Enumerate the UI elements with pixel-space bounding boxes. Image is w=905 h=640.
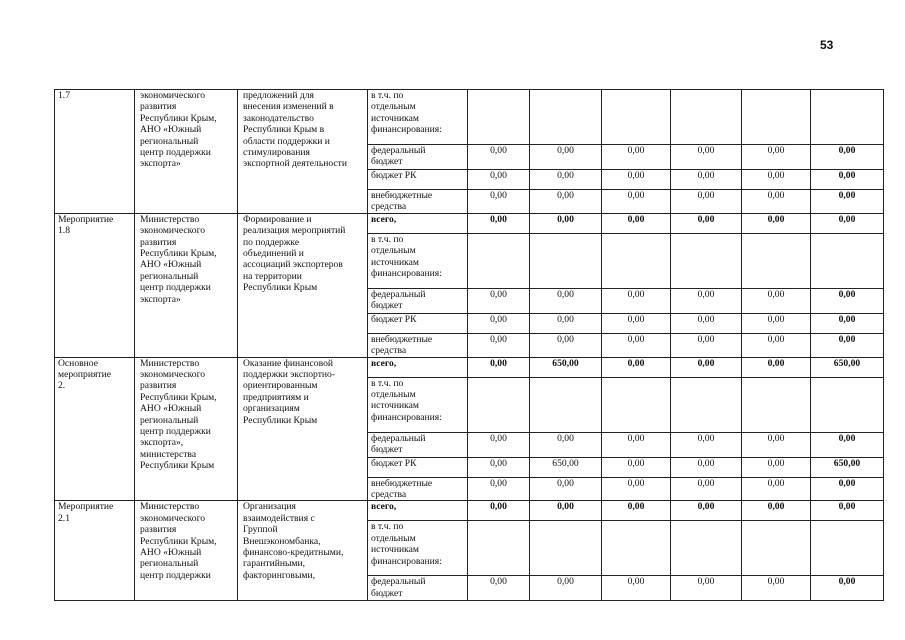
value-cell: 0,00 — [530, 213, 602, 233]
value-cell: 0,00 — [602, 457, 671, 477]
value-cell: 0,00 — [811, 145, 884, 170]
value-cell: 0,00 — [530, 145, 602, 170]
value-cell: 0,00 — [742, 190, 811, 214]
value-cell: 0,00 — [468, 313, 530, 333]
value-cell — [811, 90, 884, 145]
value-cell — [811, 377, 884, 432]
block-col2: Министерство экономического развития Республики Крым, АНО «Южный региональный центр поддержки экспорта» — [135, 213, 238, 357]
value-cell — [468, 521, 530, 576]
value-cell — [811, 233, 884, 288]
value-cell — [602, 233, 671, 288]
value-cell — [468, 90, 530, 145]
table-row — [55, 213, 884, 233]
value-cell: 0,00 — [602, 288, 671, 313]
value-cell: 0,00 — [671, 313, 742, 333]
value-cell: 0,00 — [671, 190, 742, 214]
value-cell: 0,00 — [671, 288, 742, 313]
source-label: в т.ч. по отдельным источникам финансирования: — [368, 377, 468, 432]
source-label: федеральный бюджет — [368, 145, 468, 170]
value-cell — [742, 90, 811, 145]
source-label: внебюджетные средства — [368, 333, 468, 357]
source-label: бюджет РК — [368, 457, 468, 477]
block-col1: Мероприятие 2.1 — [55, 501, 135, 601]
value-cell — [530, 90, 602, 145]
value-cell: 0,00 — [602, 213, 671, 233]
value-cell: 0,00 — [530, 313, 602, 333]
value-cell — [671, 233, 742, 288]
source-label: бюджет РК — [368, 170, 468, 190]
table-row — [55, 501, 884, 521]
value-cell: 0,00 — [742, 457, 811, 477]
value-cell: 0,00 — [468, 357, 530, 377]
value-cell: 0,00 — [468, 145, 530, 170]
value-cell — [530, 377, 602, 432]
source-label: в т.ч. по отдельным источникам финансирования: — [368, 521, 468, 576]
value-cell: 0,00 — [671, 501, 742, 521]
table-row — [55, 357, 884, 377]
value-cell: 0,00 — [530, 432, 602, 457]
value-cell: 0,00 — [602, 145, 671, 170]
value-cell: 0,00 — [468, 501, 530, 521]
value-cell: 0,00 — [468, 190, 530, 214]
value-cell: 0,00 — [530, 477, 602, 501]
value-cell — [468, 377, 530, 432]
value-cell: 0,00 — [468, 477, 530, 501]
value-cell: 0,00 — [671, 477, 742, 501]
value-cell: 0,00 — [602, 477, 671, 501]
source-label: федеральный бюджет — [368, 288, 468, 313]
value-cell: 0,00 — [811, 432, 884, 457]
value-cell: 0,00 — [811, 213, 884, 233]
value-cell — [602, 90, 671, 145]
value-cell — [530, 521, 602, 576]
value-cell: 0,00 — [530, 288, 602, 313]
value-cell: 0,00 — [742, 477, 811, 501]
block-col2: Министерство экономического развития Республики Крым, АНО «Южный региональный центр поддержки — [135, 501, 238, 601]
value-cell: 0,00 — [602, 501, 671, 521]
value-cell: 0,00 — [671, 213, 742, 233]
value-cell: 0,00 — [811, 477, 884, 501]
value-cell: 0,00 — [530, 576, 602, 601]
value-cell: 0,00 — [468, 457, 530, 477]
block-col2: экономического развития Республики Крым, АНО «Южный региональный центр поддержки экспорта» — [135, 90, 238, 214]
source-label: федеральный бюджет — [368, 432, 468, 457]
value-cell: 0,00 — [671, 145, 742, 170]
value-cell — [671, 90, 742, 145]
block-col2: Министерство экономического развития Республики Крым, АНО «Южный региональный центр поддержки экспорта», министерства Республики Крым — [135, 357, 238, 501]
value-cell: 0,00 — [811, 190, 884, 214]
value-cell: 0,00 — [602, 432, 671, 457]
value-cell — [671, 521, 742, 576]
source-label: бюджет РК — [368, 313, 468, 333]
value-cell: 0,00 — [671, 576, 742, 601]
source-label: в т.ч. по отдельным источникам финансирования: — [368, 90, 468, 145]
value-cell: 0,00 — [742, 432, 811, 457]
source-label: всего, — [368, 501, 468, 521]
value-cell: 0,00 — [811, 333, 884, 357]
value-cell: 0,00 — [742, 576, 811, 601]
source-label: внебюджетные средства — [368, 477, 468, 501]
value-cell — [811, 521, 884, 576]
value-cell: 0,00 — [530, 333, 602, 357]
block-col3: Формирование и реализация мероприятий по поддержке объединений и ассоциаций экспортеров на территории Республики Крым — [238, 213, 368, 357]
value-cell: 0,00 — [468, 288, 530, 313]
block-col3: Оказание финансовой поддержки экспортно- ориентированным предприятиям и организациям Республики Крым — [238, 357, 368, 501]
value-cell: 0,00 — [811, 501, 884, 521]
value-cell: 0,00 — [468, 333, 530, 357]
value-cell: 0,00 — [742, 333, 811, 357]
value-cell: 0,00 — [742, 313, 811, 333]
value-cell: 0,00 — [468, 432, 530, 457]
value-cell: 0,00 — [530, 170, 602, 190]
value-cell — [602, 377, 671, 432]
block-col1: Основное мероприятие 2. — [55, 357, 135, 501]
value-cell — [530, 233, 602, 288]
value-cell: 0,00 — [671, 457, 742, 477]
value-cell: 0,00 — [602, 170, 671, 190]
value-cell: 0,00 — [468, 213, 530, 233]
block-col3: предложений для внесения изменений в законодательство Республики Крым в области поддержки и стимулирования экспортной деятельности — [238, 90, 368, 214]
source-label: внебюджетные средства — [368, 190, 468, 214]
value-cell: 0,00 — [602, 576, 671, 601]
block-col3: Организация взаимодействия с Группой Внешэкономбанка, финансово-кредитными, гарантийными, факторинговыми, — [238, 501, 368, 601]
budget-table — [54, 89, 884, 601]
value-cell: 0,00 — [602, 333, 671, 357]
value-cell: 0,00 — [602, 190, 671, 214]
value-cell: 0,00 — [602, 357, 671, 377]
value-cell: 650,00 — [811, 457, 884, 477]
source-label: всего, — [368, 213, 468, 233]
value-cell: 0,00 — [742, 288, 811, 313]
value-cell — [602, 521, 671, 576]
value-cell: 650,00 — [530, 457, 602, 477]
value-cell — [671, 377, 742, 432]
source-label: всего, — [368, 357, 468, 377]
value-cell — [742, 521, 811, 576]
value-cell: 0,00 — [742, 357, 811, 377]
value-cell: 0,00 — [742, 145, 811, 170]
value-cell: 0,00 — [811, 288, 884, 313]
value-cell: 0,00 — [671, 333, 742, 357]
value-cell: 0,00 — [742, 170, 811, 190]
value-cell: 0,00 — [671, 170, 742, 190]
value-cell: 0,00 — [742, 501, 811, 521]
value-cell: 650,00 — [811, 357, 884, 377]
value-cell: 0,00 — [811, 313, 884, 333]
source-label: федеральный бюджет — [368, 576, 468, 601]
page-number: 53 — [820, 38, 834, 52]
value-cell: 0,00 — [811, 576, 884, 601]
value-cell — [742, 233, 811, 288]
value-cell: 0,00 — [602, 313, 671, 333]
value-cell: 0,00 — [671, 432, 742, 457]
value-cell: 0,00 — [468, 170, 530, 190]
value-cell: 0,00 — [742, 213, 811, 233]
value-cell: 0,00 — [671, 357, 742, 377]
table-row — [55, 90, 884, 145]
table-body — [55, 90, 884, 601]
value-cell: 0,00 — [468, 576, 530, 601]
block-col1: Мероприятие 1.8 — [55, 213, 135, 357]
value-cell: 0,00 — [811, 170, 884, 190]
value-cell — [468, 233, 530, 288]
value-cell: 0,00 — [530, 501, 602, 521]
block-col1: 1.7 — [55, 90, 135, 214]
value-cell: 650,00 — [530, 357, 602, 377]
source-label: в т.ч. по отдельным источникам финансирования: — [368, 233, 468, 288]
value-cell — [742, 377, 811, 432]
value-cell: 0,00 — [530, 190, 602, 214]
